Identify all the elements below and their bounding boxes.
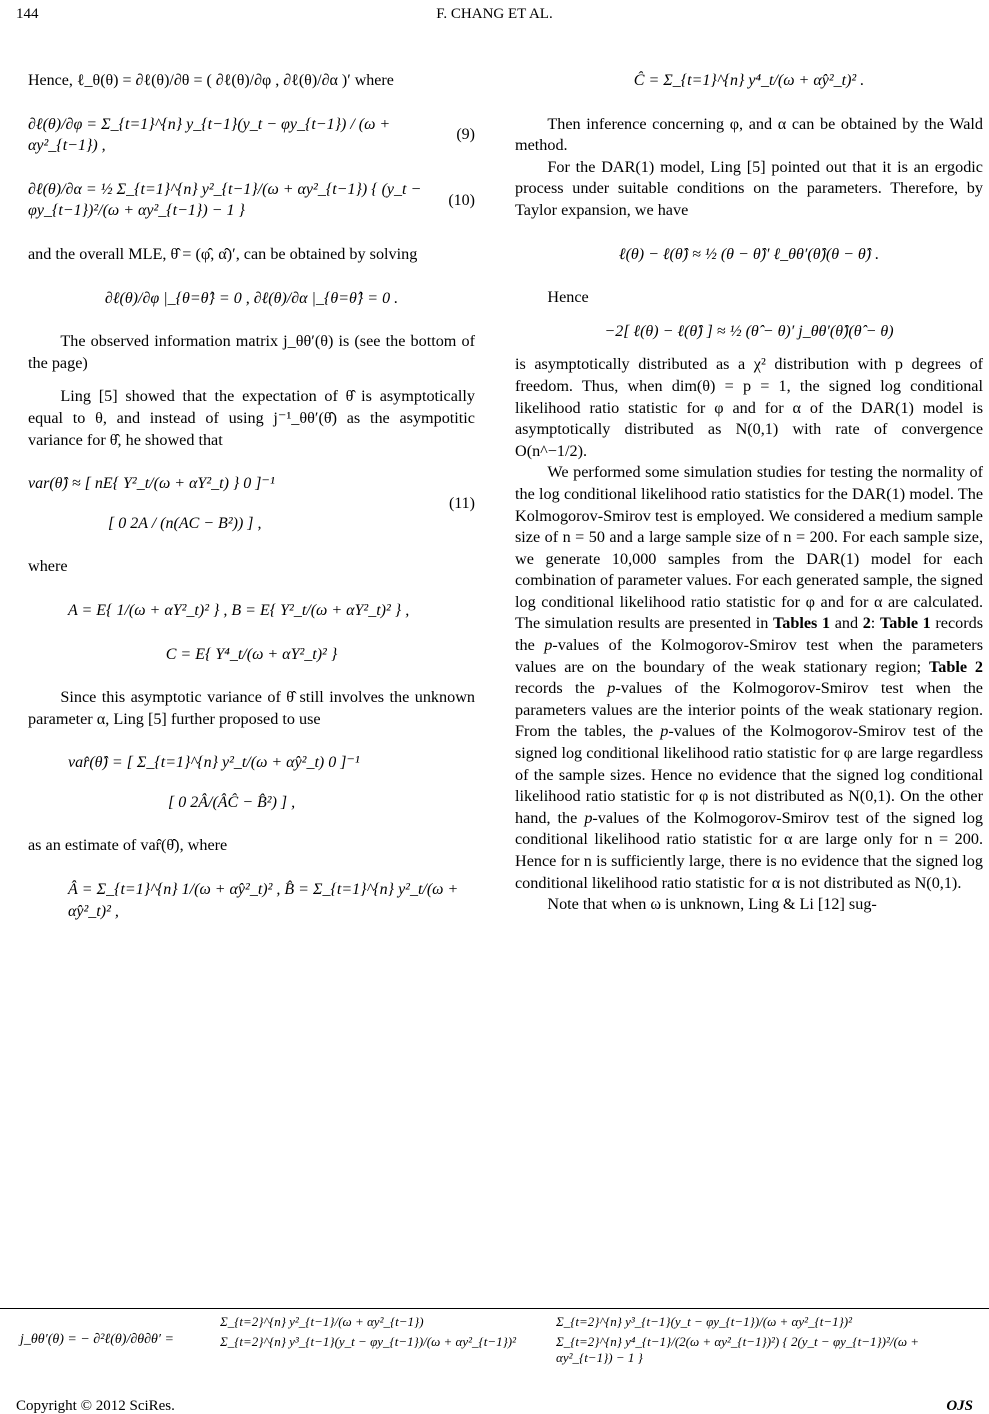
dar-text: For the DAR(1) model, Ling [5] pointed out that it is an ergodic process under suitable conditions on the parameters. Therefore, by Taylor expansion, we have bbox=[515, 157, 983, 219]
text-run: -values of the Kolmogorov-Smirov test when the parameters values are on the boundary of the weak stationary region; bbox=[515, 636, 983, 676]
running-title: F. CHANG ET AL. bbox=[436, 6, 553, 22]
observed-text: The observed information matrix j_θθ′(θ) is (see the bottom of the page) bbox=[28, 332, 475, 372]
note-paragraph bbox=[515, 894, 983, 916]
ling-text: Ling [5] showed that the expectation of θ̂ is asymptotically equal to θ, and instead of using j⁻¹_θθ′(θ̂) as the asympotitic variance for θ̂, he showed that bbox=[28, 387, 475, 449]
then-text: Then inference concerning φ, and α can be obtained by the Wald method. bbox=[515, 114, 983, 155]
hence-paragraph bbox=[515, 287, 983, 309]
asymptotic-paragraph bbox=[515, 354, 983, 462]
c-hat-definition: Ĉ = Σ_{t=1}^{n} y⁴_t/(ω + α̂y²_t)² . bbox=[633, 72, 865, 89]
equation-11 bbox=[28, 473, 439, 534]
var-hat-row1: var̂(θ̂) = [ Σ_{t=1}^{n} y²_t/(ω + α̂y²_t) 0 ]⁻¹ bbox=[68, 754, 360, 772]
text-run: p bbox=[607, 679, 616, 698]
page-number: 144 bbox=[16, 6, 39, 22]
text-run: records the bbox=[515, 679, 608, 698]
text-run: p bbox=[584, 808, 593, 827]
text-run: and bbox=[830, 614, 863, 633]
taylor-expansion: ℓ(θ) − ℓ(θ̂) ≈ ½ (θ − θ̂)′ ℓ_θθ′(θ̂)(θ − θ̂) . bbox=[618, 245, 880, 263]
matrix-entry-11: Σ_{t=2}^{n} y²_{t−1}/(ω + αy²_{t−1}) bbox=[220, 1314, 424, 1329]
c-definition: C = E{ Y⁴_t/(ω + αY²_t)² } bbox=[165, 645, 338, 663]
hence-text: Hence bbox=[547, 288, 589, 307]
text-run: records the bbox=[515, 614, 984, 655]
divider bbox=[0, 1308, 989, 1309]
a-hat-b-hat-definitions: Â = Σ_{t=1}^{n} 1/(ω + α̂y²_t)² , B̂ = Σ_{t=1}^{n} y²_t/(ω + α̂y²_t)² , bbox=[68, 881, 459, 920]
where-label: where bbox=[28, 557, 68, 576]
text-run: Table 1 bbox=[879, 614, 931, 633]
equation-11-row2: [ 0 2A / (n(AC − B²)) ] , bbox=[108, 514, 262, 532]
equation-9-row bbox=[28, 114, 475, 157]
text-run: We performed some simulation studies for testing the normality of the log conditional likelihood ratio statistics for the DAR(1) model. The Kolmogorov-Smirov test is employed. We considered a medium sample size of n = 50 and a large sample size of n = 200. For each sample size, we generate 10,000 samples from the DAR(1) model for each combination of parameter values. For each generated sample, the signed log conditional likelihood ratio statistic for φ and for α are calculated. The simulation results are presented in bbox=[515, 463, 983, 633]
information-matrix bbox=[20, 1314, 969, 1366]
hence-line: Hence, ℓ_θ(θ) = ∂ℓ(θ)/∂θ = ( ∂ℓ(θ)/∂φ , ∂ℓ(θ)/∂α )′ where bbox=[28, 72, 394, 89]
equation-11-number: (11) bbox=[448, 494, 475, 512]
text-run: -values of the Kolmogorov-Smirov test of the signed log conditional likelihood ratio statistic for φ are large regardless of the sample sizes. Hence no evidence that the signed log conditional likelihood ratio statistic for φ is not distributed as N(0,1). On the other hand, the bbox=[515, 722, 984, 827]
equation-9-number: (9) bbox=[456, 126, 475, 144]
text-run: -values of the Kolmogorov-Smirov test when the parameters values are the interior points of the weak stationary region. From the tables, the bbox=[515, 679, 983, 741]
score-equations: ∂ℓ(θ)/∂φ |_{θ=θ̂} = 0 , ∂ℓ(θ)/∂α |_{θ=θ̂} = 0 . bbox=[104, 289, 399, 307]
observed-paragraph bbox=[28, 331, 475, 374]
text-run: Table 2 bbox=[928, 657, 983, 676]
information-matrix-lhs: j_θθ′(θ) = − ∂²ℓ(θ)/∂θ∂θ′ = bbox=[20, 1332, 174, 1348]
var-hat-equation bbox=[28, 752, 475, 813]
simulation-paragraph bbox=[515, 462, 983, 894]
likelihood-ratio-expansion: −2[ ℓ(θ) − ℓ(θ̂) ] ≈ ½ (θ̂ − θ)′ j_θθ′(θ̂)(θ̂ − θ) bbox=[604, 322, 894, 340]
since-paragraph bbox=[28, 687, 475, 730]
a-b-definitions: A = E{ 1/(ω + αY²_t)² } , B = E{ Y²_t/(ω + αY²_t)² } , bbox=[68, 601, 410, 619]
text-run: Tables 1 bbox=[772, 614, 831, 633]
matrix-entry-22: Σ_{t=2}^{n} y⁴_{t−1}/(2(ω + αy²_{t−1})²) { 2(y_t − φy_{t−1})²/(ω + αy²_{t−1}) − 1 } bbox=[556, 1334, 920, 1365]
since-text: Since this asymptotic variance of θ̂ still involves the unknown parameter α, Ling [5] further proposed to use bbox=[28, 688, 475, 728]
right-column bbox=[515, 58, 983, 916]
equation-10-row bbox=[28, 179, 475, 222]
then-paragraph bbox=[515, 114, 983, 157]
equation-11-row bbox=[28, 473, 475, 534]
ling-paragraph bbox=[28, 386, 475, 451]
estimate-text: as an estimate of var̂(θ̂), where bbox=[28, 836, 228, 855]
note-text: Note that when ω is unknown, Ling & Li [12] sug- bbox=[547, 895, 877, 914]
matrix-entry-12: Σ_{t=2}^{n} y³_{t−1}(y_t − φy_{t−1})/(ω + αy²_{t−1})² bbox=[556, 1314, 853, 1329]
matrix-entry-21: Σ_{t=2}^{n} y³_{t−1}(y_t − φy_{t−1})/(ω + αy²_{t−1})² bbox=[220, 1334, 517, 1349]
dar-paragraph bbox=[515, 157, 983, 222]
equation-10-number: (10) bbox=[448, 191, 475, 209]
copyright: Copyright © 2012 SciRes. bbox=[16, 1398, 175, 1414]
text-run: 2 bbox=[862, 614, 871, 633]
asymptotic-text: is asymptotically distributed as a χ² distribution with p degrees of freedom. Thus, when dim(θ) = p = 1, the signed log conditional likelihood ratio statistic for φ and for α of the DAR(1) model is asymptotically distributed as N(0,1) with rate of convergence O(n^−1/2). bbox=[515, 355, 983, 460]
equation-11-row1: var(θ̂) ≈ [ nE{ Y²_t/(ω + αY²_t) } 0 ]⁻¹ bbox=[28, 475, 275, 493]
equation-9: ∂ℓ(θ)/∂φ = Σ_{t=1}^{n} y_{t−1}(y_t − φy_{t−1}) / (ω + αy²_{t−1}) , bbox=[28, 115, 391, 155]
equation-10: ∂ℓ(θ)/∂α = ½ Σ_{t=1}^{n} y²_{t−1}/(ω + αy²_{t−1}) { (y_t − φy_{t−1})²/(ω + αy²_{t−1}) − 1 } bbox=[28, 180, 422, 220]
var-hat-row2: [ 0 2Â/(ÂĈ − B̂²) ] , bbox=[168, 793, 296, 811]
text-run: p bbox=[544, 636, 553, 655]
simulation-text bbox=[515, 462, 983, 894]
matrix-grid bbox=[220, 1314, 969, 1366]
text-run: p bbox=[660, 722, 669, 741]
text-run: : bbox=[870, 614, 880, 633]
text-run: -values of the Kolmogorov-Smirov test of the signed log conditional likelihood ratio statistic for α are large only for n = 200. Hence for n is sufficiently large, there is no evidence that the signed log conditional likelihood ratio statistic for α is not distributed as N(0,1). bbox=[515, 808, 984, 892]
journal-name: OJS bbox=[946, 1398, 973, 1414]
left-column bbox=[28, 58, 475, 922]
mle-text: and the overall MLE, θ̂ = (φ̂, α̂)′, can be obtained by solving bbox=[28, 244, 418, 263]
